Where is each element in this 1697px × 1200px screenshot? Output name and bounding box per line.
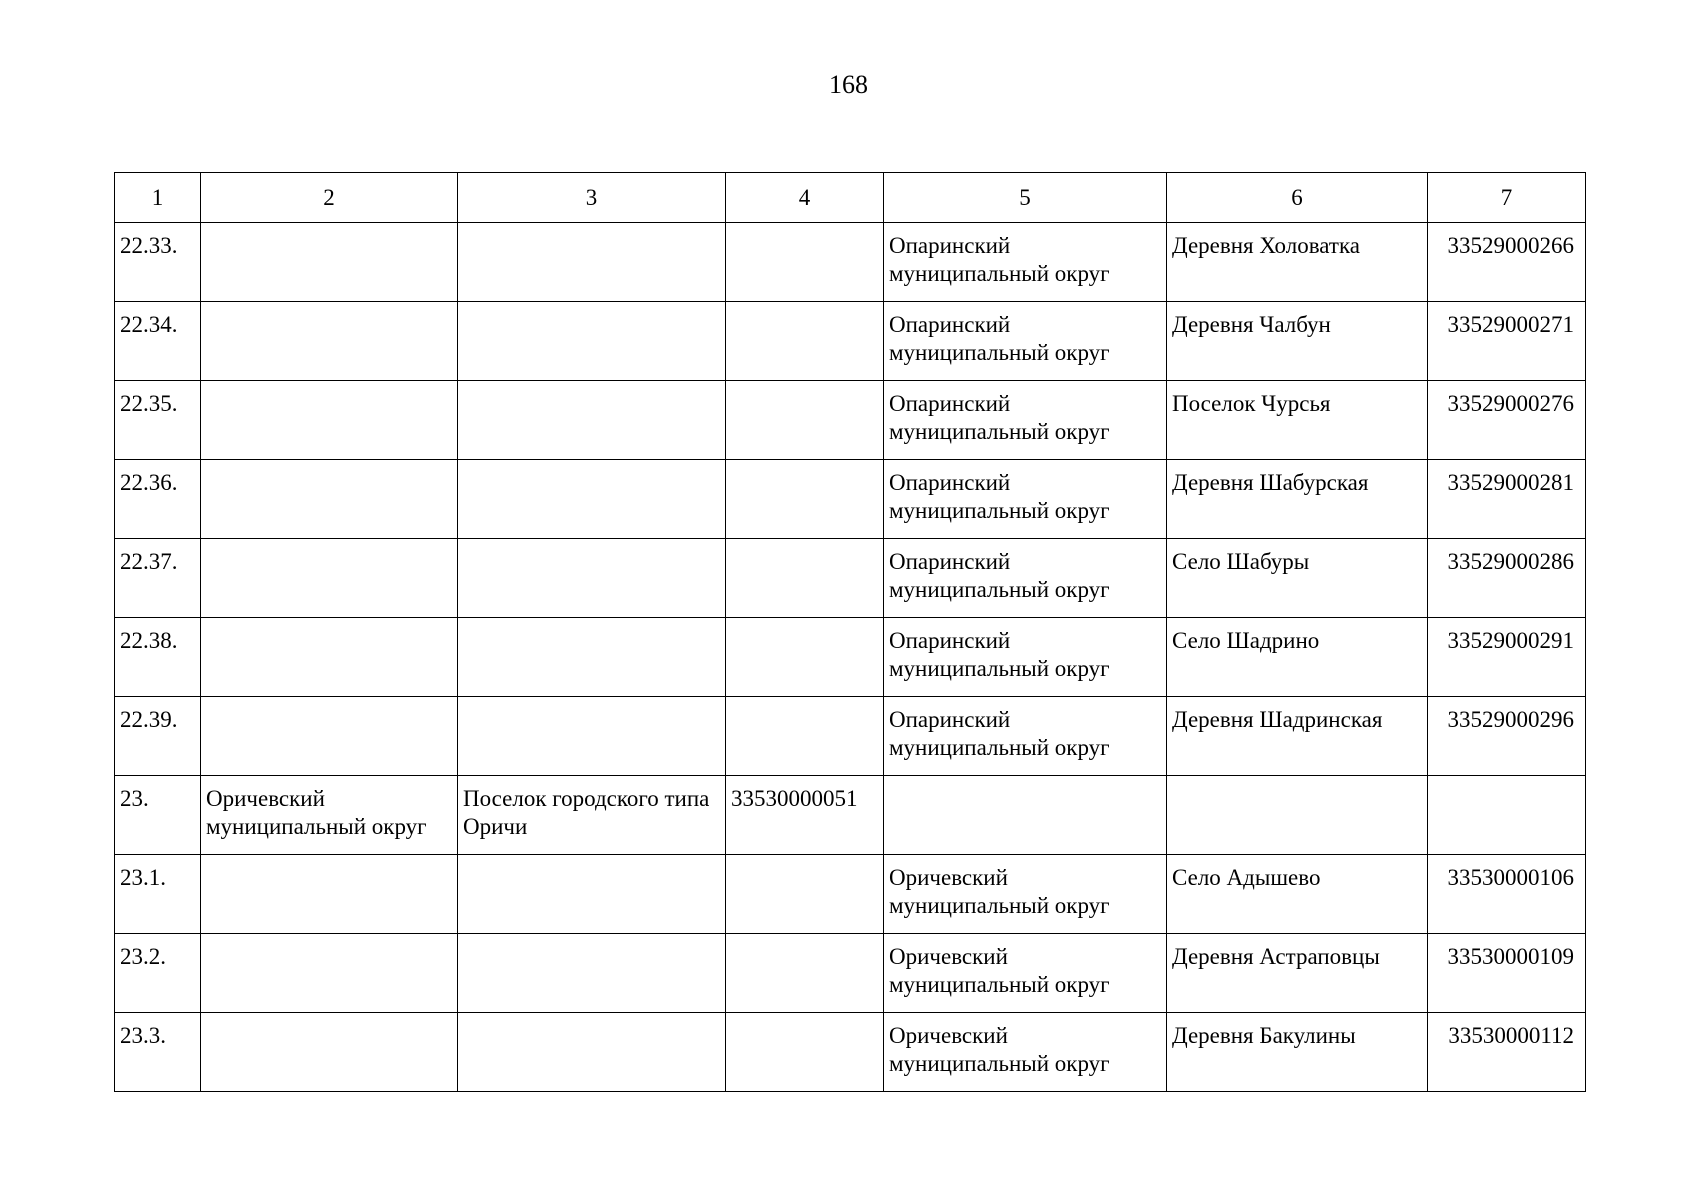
cell-settlement: Деревня Чалбун xyxy=(1167,302,1428,381)
column-header-3: 3 xyxy=(458,173,726,223)
cell-center xyxy=(458,618,726,697)
cell-district xyxy=(201,934,458,1013)
cell-settlement-code: 33530000106 xyxy=(1428,855,1586,934)
cell-settlement: Село Шадрино xyxy=(1167,618,1428,697)
cell-center xyxy=(458,855,726,934)
cell-center xyxy=(458,539,726,618)
cell-center xyxy=(458,1013,726,1092)
table-row xyxy=(115,855,1586,934)
cell-settlement: Деревня Шадринская xyxy=(1167,697,1428,776)
cell-settlement-code: 33530000112 xyxy=(1428,1013,1586,1092)
table-row xyxy=(115,539,1586,618)
cell-center xyxy=(458,223,726,302)
page-number: 168 xyxy=(829,70,868,99)
cell-settlement: Деревня Холоватка xyxy=(1167,223,1428,302)
cell-settlement-code: 33529000296 xyxy=(1428,697,1586,776)
cell-number: 22.34. xyxy=(115,302,201,381)
cell-settlement-code xyxy=(1428,776,1586,855)
cell-center xyxy=(458,381,726,460)
table-row xyxy=(115,223,1586,302)
cell-district xyxy=(201,381,458,460)
cell-settlement: Деревня Бакулины xyxy=(1167,1013,1428,1092)
table-row xyxy=(115,618,1586,697)
cell-number: 23.1. xyxy=(115,855,201,934)
table-row xyxy=(115,697,1586,776)
cell-municipal-district: Опаринский муниципальный округ xyxy=(884,381,1167,460)
table-header xyxy=(115,173,1586,223)
cell-settlement-code: 33529000291 xyxy=(1428,618,1586,697)
cell-municipal-district: Опаринский муниципальный округ xyxy=(884,460,1167,539)
cell-number: 23.2. xyxy=(115,934,201,1013)
cell-center: Поселок городского типа Оричи xyxy=(458,776,726,855)
table-row xyxy=(115,934,1586,1013)
cell-center xyxy=(458,302,726,381)
cell-municipal-district: Опаринский муниципальный округ xyxy=(884,618,1167,697)
cell-number: 22.35. xyxy=(115,381,201,460)
cell-center-code xyxy=(726,460,884,539)
cell-district xyxy=(201,1013,458,1092)
cell-center xyxy=(458,460,726,539)
cell-district xyxy=(201,460,458,539)
cell-district xyxy=(201,302,458,381)
cell-district xyxy=(201,539,458,618)
cell-center-code xyxy=(726,1013,884,1092)
cell-settlement-code: 33529000281 xyxy=(1428,460,1586,539)
settlements-table xyxy=(114,172,1586,1092)
cell-center-code xyxy=(726,697,884,776)
cell-center-code xyxy=(726,618,884,697)
cell-center xyxy=(458,697,726,776)
table-row xyxy=(115,776,1586,855)
cell-settlement-code: 33529000271 xyxy=(1428,302,1586,381)
cell-municipal-district: Опаринский муниципальный округ xyxy=(884,302,1167,381)
cell-center-code xyxy=(726,223,884,302)
cell-municipal-district: Опаринский муниципальный округ xyxy=(884,539,1167,618)
cell-number: 22.36. xyxy=(115,460,201,539)
cell-number: 22.37. xyxy=(115,539,201,618)
cell-municipal-district: Оричевский муниципальный округ xyxy=(884,855,1167,934)
cell-municipal-district: Опаринский муниципальный округ xyxy=(884,223,1167,302)
cell-settlement-code: 33529000276 xyxy=(1428,381,1586,460)
header-row xyxy=(115,173,1586,223)
cell-municipal-district: Опаринский муниципальный округ xyxy=(884,697,1167,776)
column-header-2: 2 xyxy=(201,173,458,223)
cell-center-code xyxy=(726,302,884,381)
cell-settlement: Село Шабуры xyxy=(1167,539,1428,618)
column-header-6: 6 xyxy=(1167,173,1428,223)
column-header-1: 1 xyxy=(115,173,201,223)
cell-settlement-code: 33529000266 xyxy=(1428,223,1586,302)
cell-settlement: Поселок Чурсья xyxy=(1167,381,1428,460)
cell-district xyxy=(201,223,458,302)
cell-municipal-district xyxy=(884,776,1167,855)
cell-settlement: Деревня Астраповцы xyxy=(1167,934,1428,1013)
table-row xyxy=(115,302,1586,381)
column-header-4: 4 xyxy=(726,173,884,223)
cell-district: Оричевский муниципальный округ xyxy=(201,776,458,855)
cell-center-code: 33530000051 xyxy=(726,776,884,855)
column-header-7: 7 xyxy=(1428,173,1586,223)
table-row xyxy=(115,1013,1586,1092)
table-row xyxy=(115,381,1586,460)
cell-settlement: Село Адышево xyxy=(1167,855,1428,934)
cell-settlement-code: 33529000286 xyxy=(1428,539,1586,618)
cell-center-code xyxy=(726,381,884,460)
cell-municipal-district: Оричевский муниципальный округ xyxy=(884,1013,1167,1092)
table-body xyxy=(115,223,1586,1092)
cell-number: 22.39. xyxy=(115,697,201,776)
cell-center-code xyxy=(726,539,884,618)
cell-district xyxy=(201,855,458,934)
cell-number: 22.33. xyxy=(115,223,201,302)
cell-center-code xyxy=(726,934,884,1013)
cell-center xyxy=(458,934,726,1013)
cell-settlement: Деревня Шабурская xyxy=(1167,460,1428,539)
cell-number: 23.3. xyxy=(115,1013,201,1092)
cell-district xyxy=(201,697,458,776)
column-header-5: 5 xyxy=(884,173,1167,223)
cell-municipal-district: Оричевский муниципальный округ xyxy=(884,934,1167,1013)
table-row xyxy=(115,460,1586,539)
cell-number: 23. xyxy=(115,776,201,855)
cell-number: 22.38. xyxy=(115,618,201,697)
cell-settlement-code: 33530000109 xyxy=(1428,934,1586,1013)
cell-settlement xyxy=(1167,776,1428,855)
cell-district xyxy=(201,618,458,697)
cell-center-code xyxy=(726,855,884,934)
